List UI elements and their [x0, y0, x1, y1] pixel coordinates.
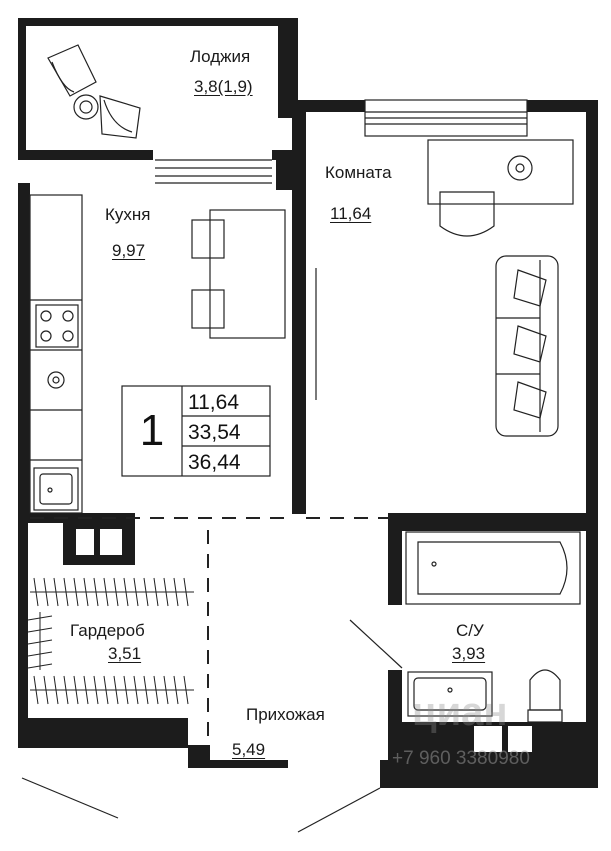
kitchen-area: 9,97	[112, 241, 146, 260]
wardrobe-name: Гардероб	[70, 621, 145, 640]
bathroom-area: 3,93	[452, 644, 486, 663]
legend-total-area: 33,54	[188, 421, 241, 444]
legend-living-area: 11,64	[188, 391, 239, 414]
wardrobe-racks	[28, 578, 194, 704]
kitchen-name: Кухня	[105, 205, 151, 224]
loggia-window	[155, 160, 272, 183]
room-area: 11,64	[330, 204, 372, 223]
bathtub	[406, 532, 580, 604]
wardrobe-area: 3,51	[108, 644, 142, 663]
kitchen-counter	[30, 195, 82, 513]
loggia-name: Лоджия	[190, 47, 251, 66]
room-window	[365, 100, 527, 136]
watermark-phone: +7 960 3380980	[392, 748, 530, 769]
room-sofa	[496, 256, 558, 436]
hallway-name: Прихожая	[246, 705, 325, 724]
room-desk	[428, 140, 573, 236]
room-name: Комната	[325, 163, 392, 182]
legend-rooms-count: 1	[139, 406, 165, 455]
hallway-area: 5,49	[232, 740, 266, 759]
toilet	[528, 670, 562, 722]
kitchen-table	[192, 210, 285, 338]
loggia-area: 3,8(1,9)	[194, 77, 253, 96]
loggia-walls	[18, 18, 298, 160]
bathroom-name: С/У	[456, 621, 484, 640]
loggia-chairs	[48, 45, 140, 138]
legend-total-with-loggia: 36,44	[188, 451, 241, 474]
watermark-brand: циан	[412, 690, 508, 734]
